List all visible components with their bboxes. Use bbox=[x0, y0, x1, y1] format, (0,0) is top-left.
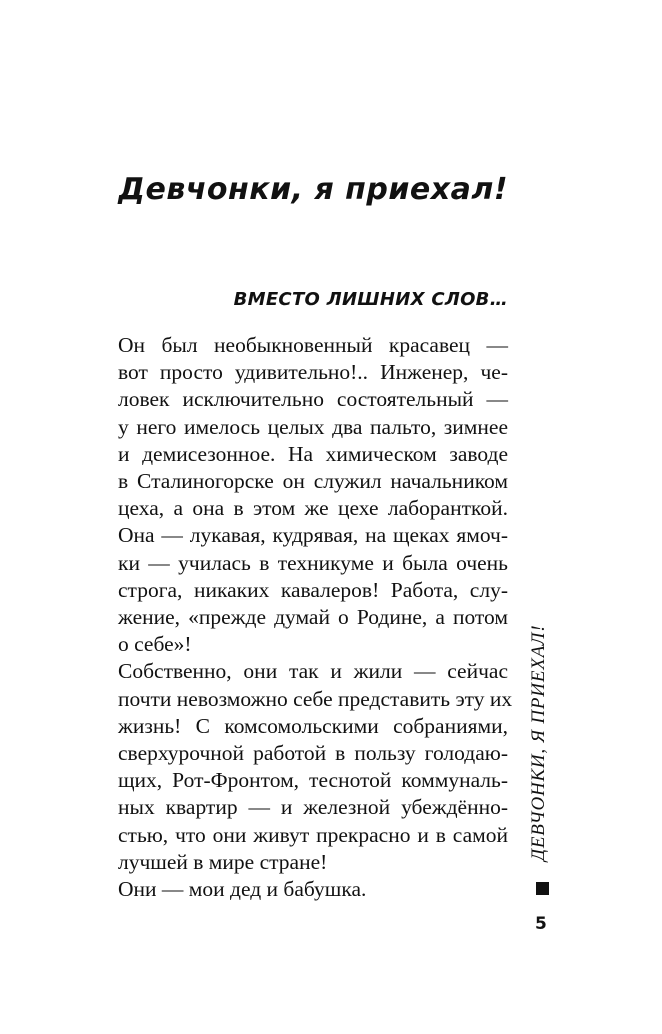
text-line: щих, Рот-Фронтом, теснотой коммуналь- bbox=[118, 768, 508, 793]
text-line: строга, никаких кавалеров! Работа, слу- bbox=[118, 577, 508, 602]
paragraph-1 bbox=[82, 332, 508, 658]
text-line: ных квартир — и железной убеждённо- bbox=[118, 795, 508, 820]
paragraph-2 bbox=[82, 658, 513, 876]
page-number: 5 bbox=[535, 914, 547, 934]
chapter-title: Девчонки, я приехал! bbox=[118, 172, 508, 207]
paragraph-3 bbox=[82, 876, 508, 903]
body-text bbox=[82, 332, 513, 903]
text-line: жизнь! С комсомольскими собраниями, bbox=[118, 713, 508, 738]
text-line: почти невозможно себе представить эту их bbox=[118, 686, 513, 711]
text-line: сверхурочной работой в пользу голодаю- bbox=[118, 741, 508, 766]
text-line: лучшей в мире стране! bbox=[118, 849, 328, 874]
text-line: жение, «прежде думай о Родине, а потом bbox=[118, 605, 508, 630]
text-line: ки — училась в техникуме и была очень bbox=[118, 550, 508, 575]
section-heading: ВМЕСТО ЛИШНИХ СЛОВ… bbox=[233, 289, 508, 310]
text-line: у него имелось целых два пальто, зимнее bbox=[118, 414, 508, 439]
text-line: Он был необыкновенный красавец — bbox=[118, 333, 508, 357]
running-head: ДЕВЧОНКИ, Я ПРИЕХАЛ! bbox=[528, 624, 549, 861]
square-marker-icon bbox=[536, 882, 549, 895]
text-line: в Сталиногорске он служил начальником bbox=[118, 469, 508, 494]
text-line: о себе»! bbox=[118, 632, 192, 657]
text-line: ловек исключительно состоятельный — bbox=[118, 387, 508, 412]
text-line: стью, что они живут прекрасно и в самой bbox=[118, 822, 508, 847]
text-line: и демисезонное. На химическом заводе bbox=[118, 441, 508, 466]
text-line: вот просто удивительно!.. Инженер, че- bbox=[118, 360, 508, 385]
text-line: Она — лукавая, кудрявая, на щеках ямоч- bbox=[118, 523, 508, 548]
text-line: Собственно, они так и жили — сейчас bbox=[118, 659, 508, 684]
text-line: цеха, а она в этом же цехе лаборанткой. bbox=[118, 496, 508, 521]
text-line: Они — мои дед и бабушка. bbox=[118, 877, 367, 902]
